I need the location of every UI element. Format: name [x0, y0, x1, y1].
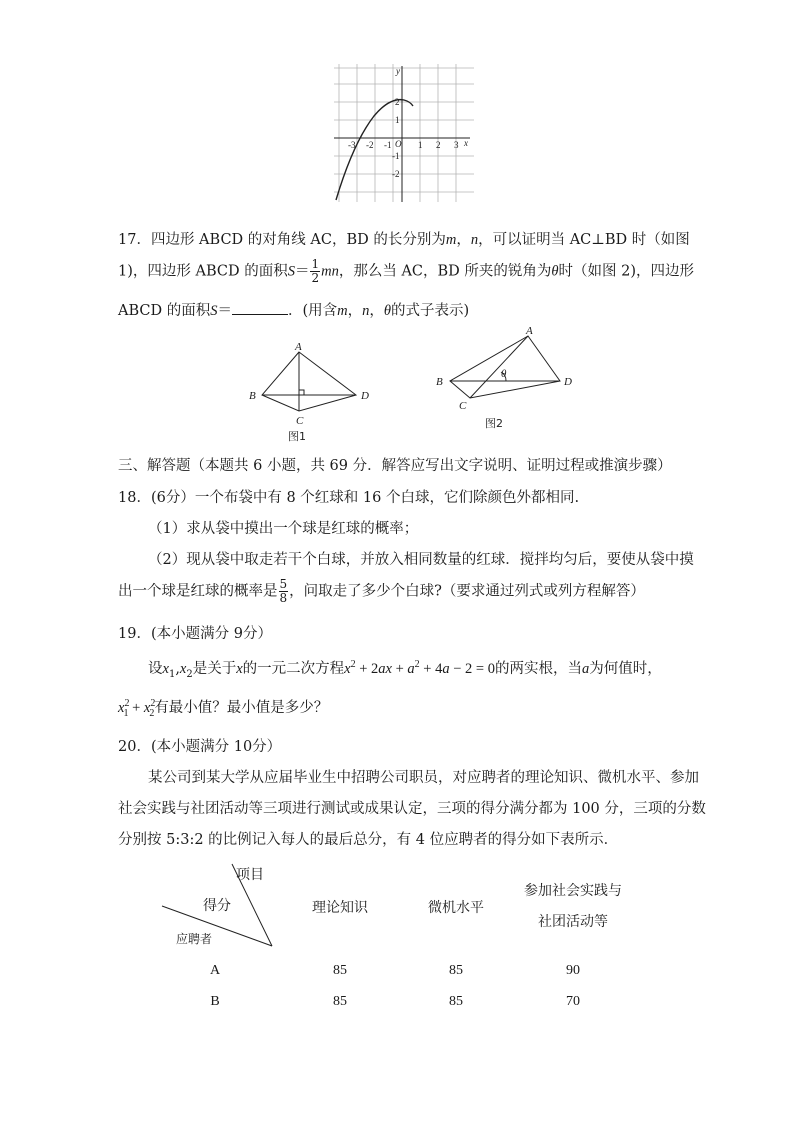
row-applicant: A	[209, 963, 221, 978]
quadratic-equation: $x^2 + 2ax + a^2 + 4a - 2 = 0$	[344, 659, 495, 677]
q19-line2: $x^2_1 + x^2_2$有最小值？最小值是多少？	[118, 698, 329, 719]
y-tick: -1	[392, 151, 400, 161]
x-tick: -3	[348, 140, 356, 150]
row-theory-score: 85	[333, 963, 347, 978]
figure-1	[244, 340, 374, 445]
fig1-quadrilateral	[262, 352, 356, 411]
fig2-label-b: B	[436, 376, 443, 388]
fig1-label-c: C	[296, 415, 304, 427]
x-tick: -2	[366, 140, 374, 150]
fig1-right-angle-mark	[299, 390, 304, 395]
q19-line1: 设$x_1,x_2$是关于x的一元二次方程$x^2 + 2ax + a^2 + 4a - 2 = 0$的两实根，当a为何值时，	[148, 659, 662, 680]
q18-stem: 18．(6分）一个布袋中有 8 个红球和 16 个白球，它们除颜色外都相同.	[118, 490, 580, 506]
graph-grid	[334, 64, 474, 202]
table-corner-applicant: 应聘者	[176, 932, 213, 946]
row-computer-score: 85	[449, 963, 463, 978]
table-header-theory: 理论知识	[312, 900, 368, 916]
x-tick: 2	[436, 140, 441, 150]
fraction-five-eighths: $\frac{5}{8}$	[279, 577, 288, 605]
y-tick: 2	[395, 97, 400, 107]
row-theory-score: 85	[333, 994, 347, 1009]
q18-part2: （2）现从袋中取走若干个白球，并放入相同数量的红球．搅拌均匀后，要使从袋中摸	[148, 552, 694, 568]
x-tick: 3	[454, 140, 459, 150]
table-header-social-line1: 参加社会实践与	[524, 883, 622, 899]
q20-para3: 分别按 5:3:2 的比例记入每人的最后总分，有 4 位应聘者的得分如下表所示．	[118, 832, 619, 848]
fig1-label-a: A	[295, 341, 302, 353]
fig2-quadrilateral	[450, 336, 560, 398]
fig1-label-b: B	[249, 390, 256, 402]
function-graph	[334, 64, 474, 202]
q18-part2-cont: 出一个球是红球的概率是 $\frac{5}{8}$ ，问取走了多少个白球?（要求通过列式或列方程解答）	[118, 577, 645, 605]
y-tick: -2	[392, 169, 400, 179]
fraction-one-half: $\frac{1}{2}$	[311, 257, 320, 285]
fig2-caption: 图2	[485, 417, 503, 430]
q20-stem: 20．(本小题满分 10分）	[118, 739, 282, 755]
q17-line2: 1)，四边形 ABCD 的面积S＝ $\frac{1}{2}$ mn，那么当 AC，BD 所夹的锐角为θ时（如图 2)，四边形	[118, 257, 695, 285]
table-header-social-line2: 社团活动等	[538, 914, 608, 930]
row-social-score: 70	[566, 994, 580, 1009]
q18-part1: （1）求从袋中摸出一个球是红球的概率；	[148, 521, 419, 537]
fig1-caption: 图1	[288, 430, 306, 443]
q20-para1: 某公司到某大学从应届毕业生中招聘公司职员，对应聘者的理论知识、微机水平、参加	[148, 770, 699, 786]
sum-of-squares: $x^2_1 + x^2_2$	[118, 698, 156, 719]
q20-para2: 社会实践与社团活动等三项进行测试或成果认定，三项的得分满分都为 100 分，三项的分数	[118, 801, 706, 817]
fig2-label-d: D	[564, 376, 572, 388]
table-corner-score: 得分	[203, 898, 231, 914]
table-corner-project: 项目	[236, 867, 264, 883]
x-tick: 1	[418, 140, 423, 150]
x-tick: -1	[384, 140, 392, 150]
row-applicant: B	[210, 994, 220, 1009]
fig1-label-d: D	[361, 390, 369, 402]
table-header-computer: 微机水平	[428, 900, 484, 916]
x-axis-label: x	[464, 138, 468, 148]
y-axis-label: y	[396, 66, 400, 76]
figure-2	[430, 326, 580, 431]
section-3-heading: 三、解答题（本题共 6 小题，共 69 分．解答应写出文字说明、证明过程或推演步骤）	[118, 458, 672, 474]
fig2-label-c: C	[459, 400, 467, 412]
q17-line1: 17．四边形 ABCD 的对角线 AC，BD 的长分别为m，n，可以证明当 AC⊥BD 时（如图	[118, 232, 690, 248]
row-computer-score: 85	[449, 994, 463, 1009]
origin-label: O	[395, 139, 402, 149]
answer-blank	[232, 300, 288, 315]
y-tick: 1	[395, 115, 400, 125]
fig2-label-a: A	[526, 326, 533, 337]
q17-line3: ABCD 的面积S＝ ．(用含m，n，θ的式子表示)	[118, 299, 469, 320]
q19-stem: 19．(本小题满分 9分）	[118, 626, 272, 642]
fig2-label-theta: θ	[501, 368, 507, 380]
row-social-score: 90	[566, 963, 580, 978]
